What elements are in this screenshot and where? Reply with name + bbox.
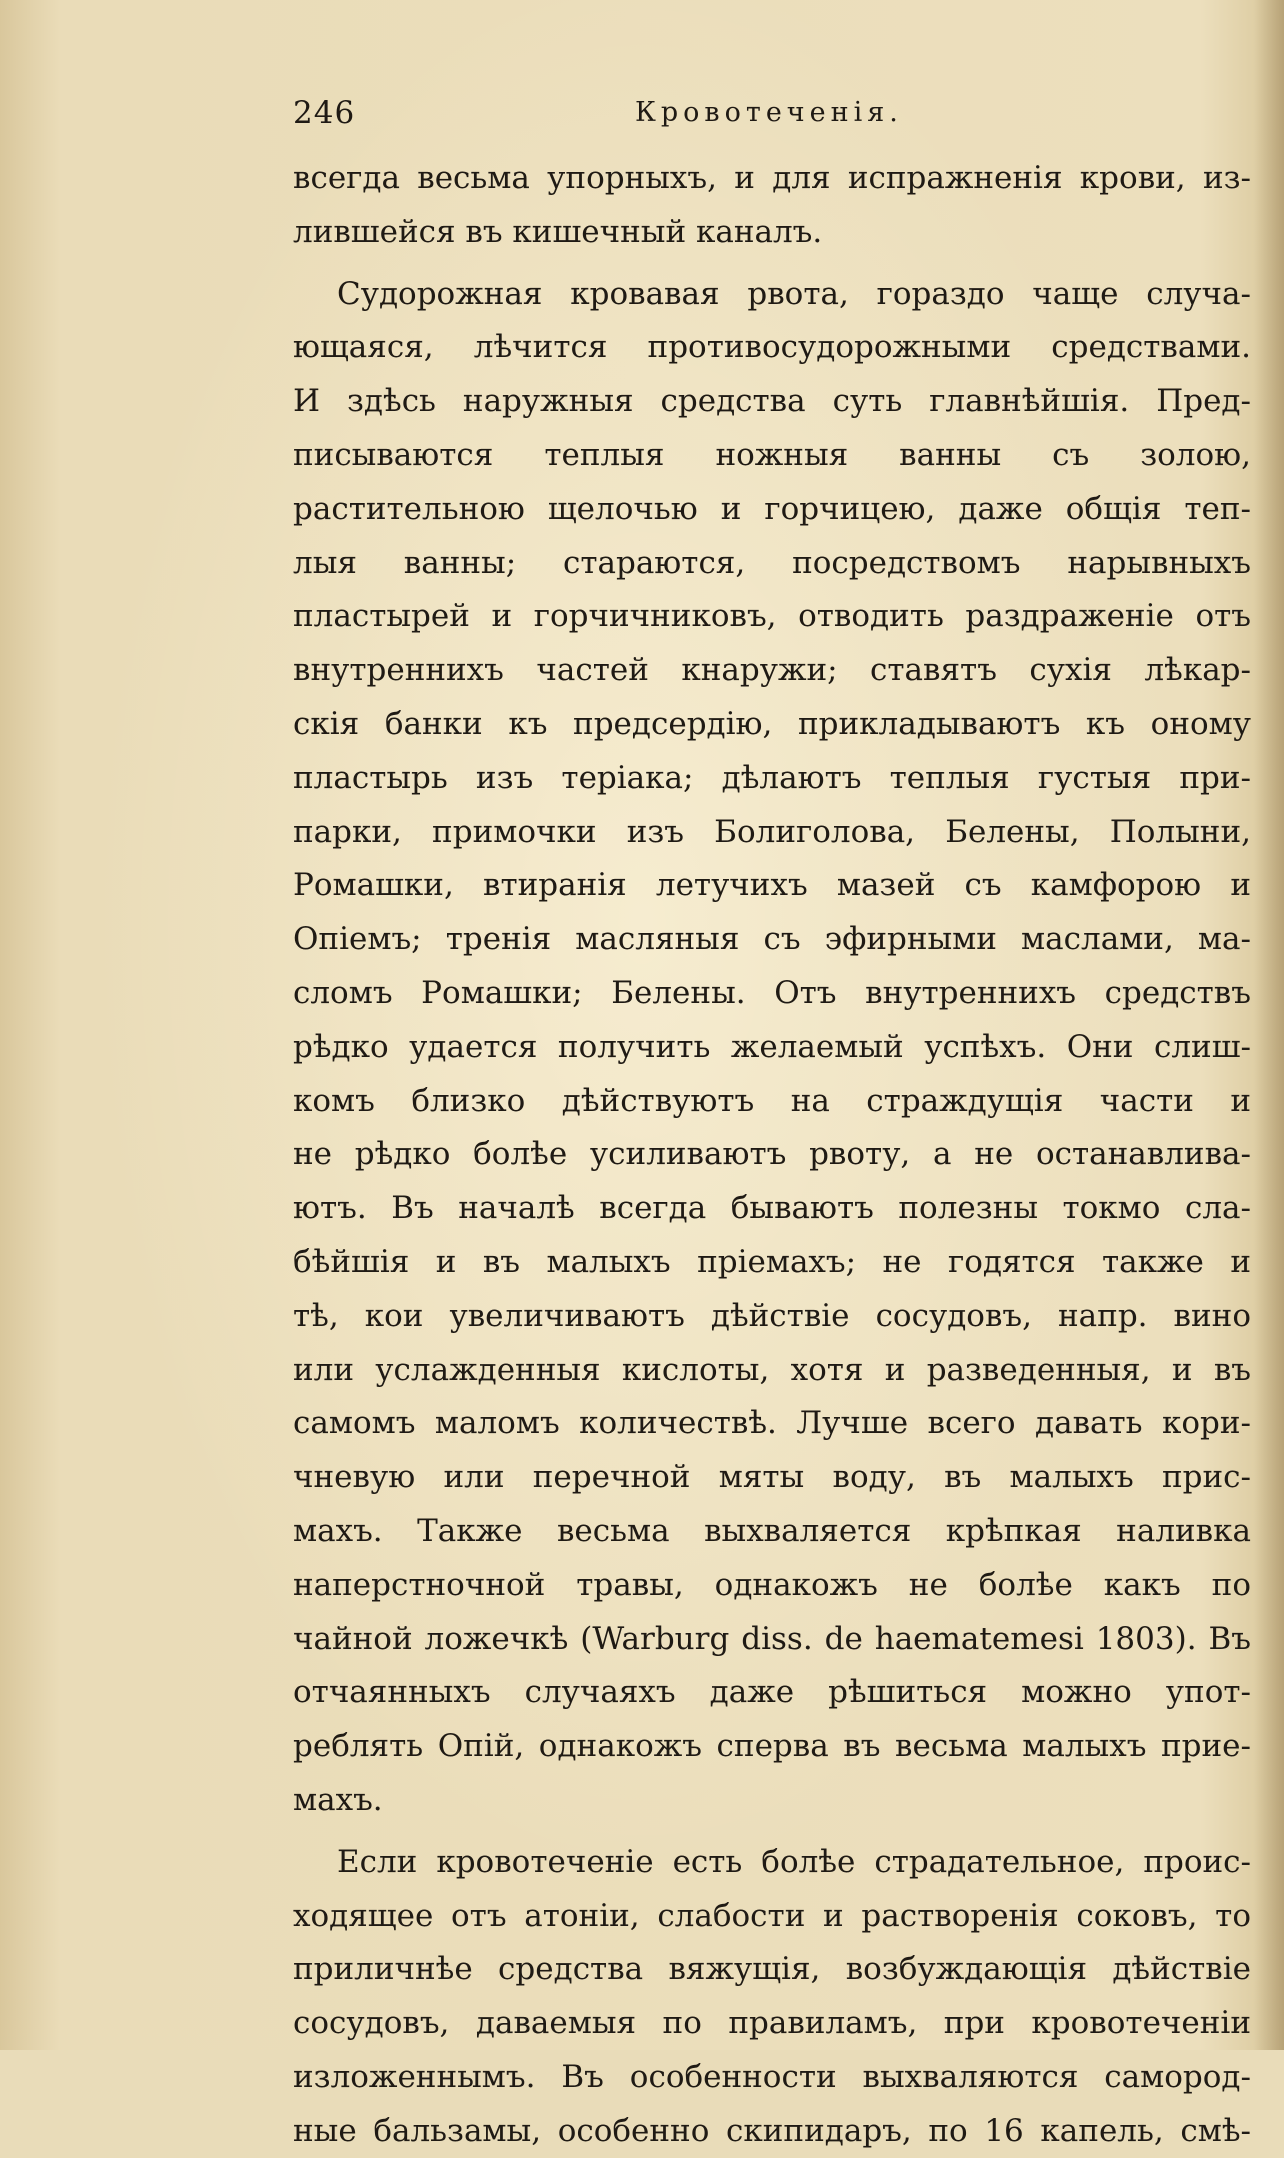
text-line: изложеннымъ. Въ особенности выхваляются самород- [293, 2058, 1251, 2095]
text-line: лыя ванны; стараются, посредствомъ нарывныхъ [293, 544, 1251, 581]
text-line: махъ. [293, 1781, 383, 1818]
body-text [293, 152, 1251, 2158]
text-line: Опіемъ; тренія масляныя съ эфирными маслами, ма- [293, 921, 1251, 958]
text-line: писываются теплыя ножныя ванны съ золою, [293, 436, 1251, 473]
text-line: пластырей и горчичниковъ, отводить раздраженіе отъ [293, 598, 1251, 635]
text-line: реблять Опій, однакожъ сперва въ весьма малыхъ прие- [293, 1728, 1251, 1765]
text-line: сломъ Ромашки; Белены. Отъ внутреннихъ средствъ [293, 974, 1251, 1011]
text-line: самомъ маломъ количествѣ. Лучше всего давать кори- [293, 1405, 1251, 1442]
text-line: чневую или перечной мяты воду, въ малыхъ прис- [293, 1459, 1251, 1496]
text-line: ные бальзамы, особенно скипидаръ, по 16 капель, смѣ- [293, 2112, 1251, 2149]
text-line: или услажденныя кислоты, хотя и разведенныя, и въ [293, 1351, 1251, 1388]
text-line: сосудовъ, даваемыя по правиламъ, при кровотеченіи [293, 2005, 1251, 2042]
page-number: 246 [293, 95, 356, 131]
page-header [293, 95, 1251, 143]
text-line: Если кровотеченіе есть болѣе страдательное, проис- [337, 1843, 1251, 1880]
text-line: ютъ. Въ началѣ всегда бываютъ полезны токмо сла- [293, 1190, 1251, 1227]
text-line: скія банки къ предсердію, прикладываютъ къ оному [293, 705, 1251, 742]
text-line: внутреннихъ частей кнаружи; ставятъ сухія лѣкар- [293, 652, 1251, 689]
text-line: отчаянныхъ случаяхъ даже рѣшиться можно упот- [293, 1674, 1251, 1711]
text-line: Судорожная кровавая рвота, гораздо чаще случа- [337, 275, 1251, 312]
text-line: рѣдко удается получить желаемый успѣхъ. Они слиш- [293, 1028, 1251, 1065]
text-line: Ромашки, втиранія летучихъ мазей съ камфорою и [293, 867, 1251, 904]
text-line: бѣйшія и въ малыхъ пріемахъ; не годятся также и [293, 1243, 1251, 1280]
text-line: ющаяся, лѣчится противосудорожными средствами. [293, 329, 1251, 366]
text-line: наперстночной травы, однакожъ не болѣе какъ по [293, 1566, 1251, 1603]
text-line: пластырь изъ теріака; дѣлаютъ теплыя густыя при- [293, 759, 1251, 796]
text-line: комъ близко дѣйствуютъ на страждущія части и [293, 1082, 1251, 1119]
running-title: Кровотеченія. [635, 97, 903, 128]
text-line: растительною щелочью и горчицею, даже общія теп- [293, 490, 1251, 527]
text-line: не рѣдко болѣе усиливаютъ рвоту, а не останавлива- [293, 1136, 1251, 1173]
paragraph-gap [293, 1828, 1251, 1836]
text-line: ходящее отъ атоніи, слабости и растворенія соковъ, то [293, 1897, 1251, 1934]
text-line: всегда весьма упорныхъ, и для испражненія крови, из- [293, 160, 1251, 196]
text-line: тѣ, кои увеличиваютъ дѣйствіе сосудовъ, напр. вино [293, 1297, 1251, 1334]
page-edge-shadow [1254, 0, 1284, 2050]
text-line: махъ. Также весьма выхваляется крѣпкая наливка [293, 1512, 1251, 1549]
text-line: парки, примочки изъ Болиголова, Белены, Полыни, [293, 813, 1251, 850]
text-line: И здѣсь наружныя средства суть главнѣйшія. Пред- [293, 383, 1251, 420]
paragraph-gap [293, 260, 1251, 268]
text-line: чайной ложечкѣ (Warburg diss. de haematemesi 1803). Въ [293, 1620, 1251, 1657]
text-line: приличнѣе средства вяжущія, возбуждающія дѣйствіе [293, 1951, 1251, 1988]
text-line: лившейся въ кишечный каналъ. [293, 213, 823, 250]
